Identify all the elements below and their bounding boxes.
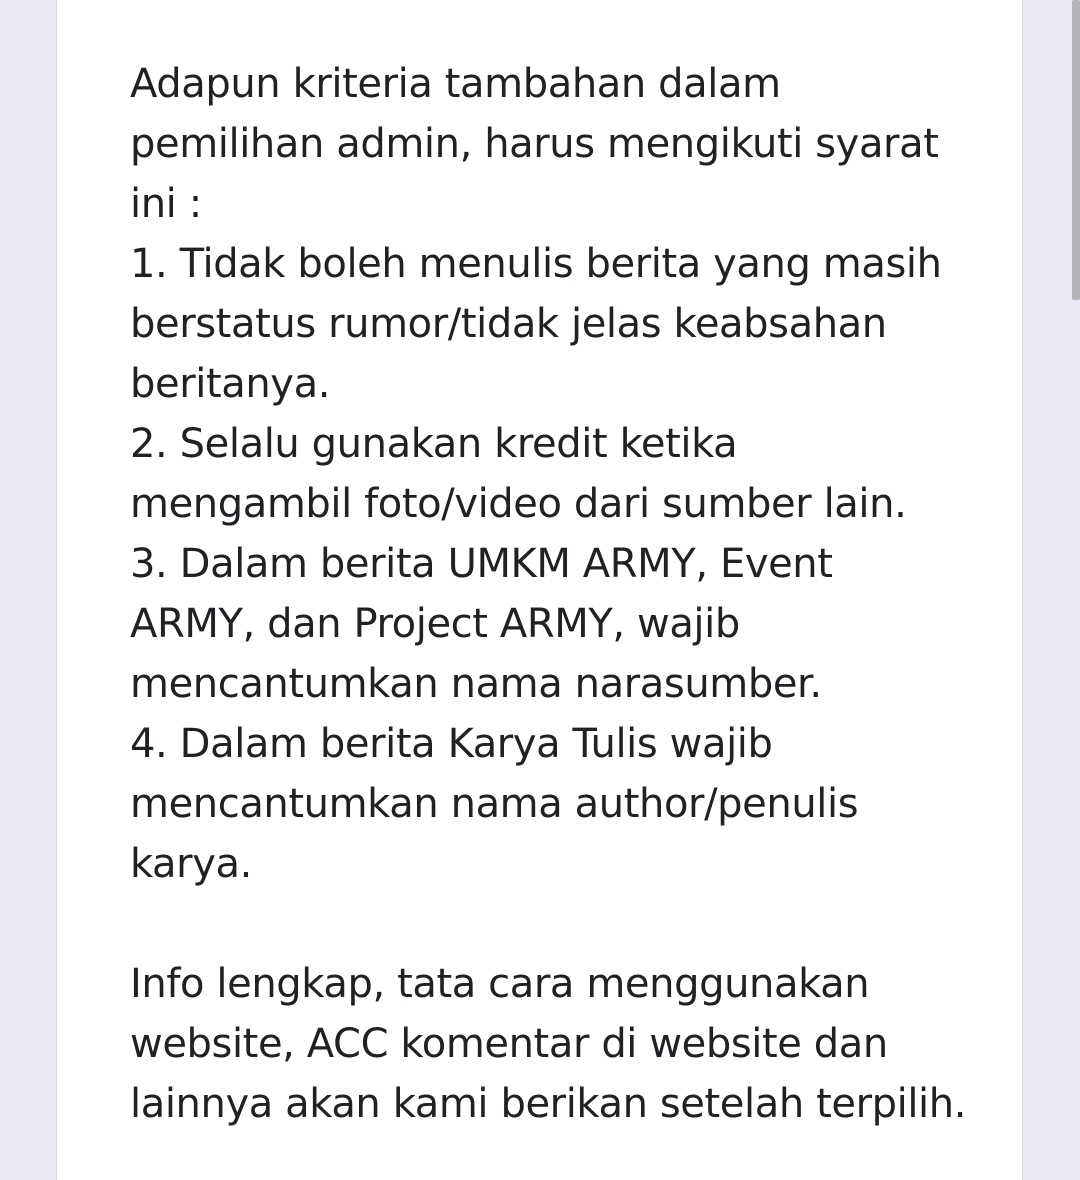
post-card	[56, 0, 1023, 1180]
post-body	[130, 54, 990, 1134]
scrollbar[interactable]	[1067, 0, 1080, 1180]
post-line: beritanya.	[130, 361, 331, 407]
post-line: karya.	[130, 841, 252, 887]
post-line: pemilihan admin, harus mengikuti syarat	[130, 121, 939, 167]
paragraph-gap	[130, 894, 990, 954]
post-line: 1. Tidak boleh menulis berita yang masih	[130, 241, 942, 287]
post-line: ARMY, dan Project ARMY, wajib	[130, 601, 740, 647]
scrollbar-thumb[interactable]	[1072, 0, 1080, 300]
post-line: 3. Dalam berita UMKM ARMY, Event	[130, 541, 833, 587]
post-line: 2. Selalu gunakan kredit ketika	[130, 421, 738, 467]
post-line: berstatus rumor/tidak jelas keabsahan	[130, 301, 887, 347]
post-line: mengambil foto/video dari sumber lain.	[130, 481, 907, 527]
post-line: ini :	[130, 181, 202, 227]
post-line: mencantumkan nama narasumber.	[130, 661, 822, 707]
post-line: Adapun kriteria tambahan dalam	[130, 61, 781, 107]
post-line: website, ACC komentar di website dan	[130, 1021, 888, 1067]
post-line: Info lengkap, tata cara menggunakan	[130, 961, 870, 1007]
post-line: mencantumkan nama author/penulis	[130, 781, 859, 827]
post-line: 4. Dalam berita Karya Tulis wajib	[130, 721, 773, 767]
post-line: lainnya akan kami berikan setelah terpilih.	[130, 1081, 967, 1127]
